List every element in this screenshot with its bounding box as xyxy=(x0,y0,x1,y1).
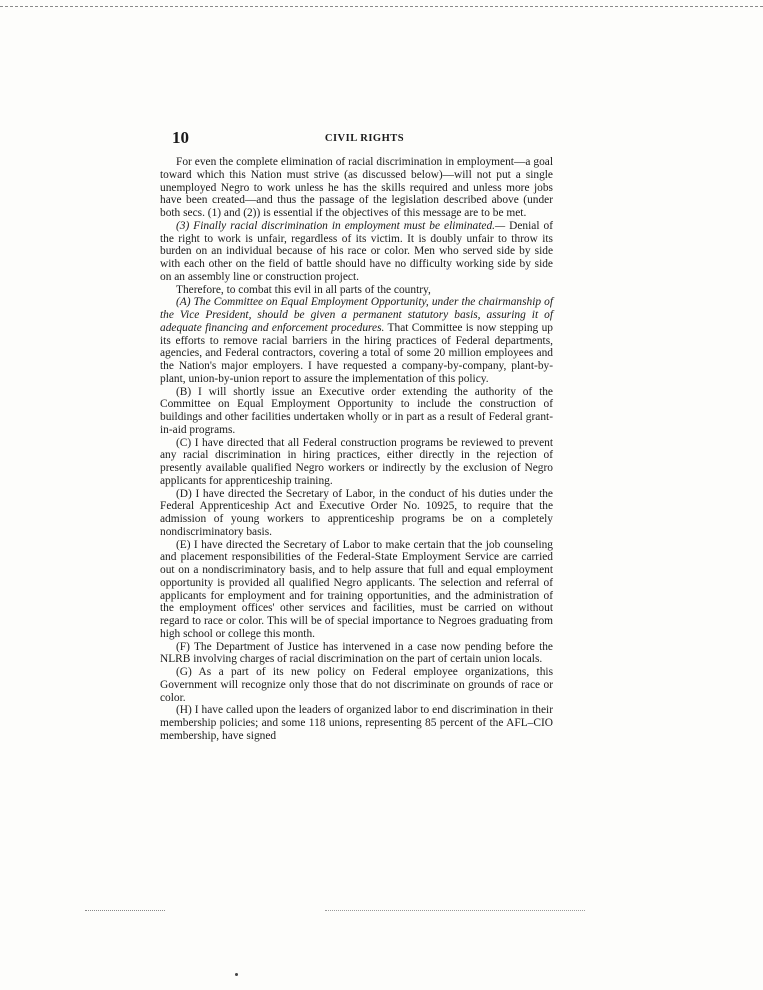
document-body xyxy=(160,156,553,743)
paragraph-4 xyxy=(160,296,553,385)
scan-artifact-right xyxy=(325,910,585,911)
paragraph-10: (G) As a part of its new policy on Federal employee organizations, this Government will recognize only those that do not discriminate on grounds of race or color. xyxy=(160,666,553,704)
paragraph-6: (C) I have directed that all Federal construction programs be reviewed to prevent any racial discrimination in hiring practices, either directly in the rejection of presently available qualified Negro workers or indirectly by the exclusion of Negro applicants for apprenticeship training. xyxy=(160,436,553,487)
page-header xyxy=(172,128,557,150)
paragraph-7: (D) I have directed the Secretary of Labor, in the conduct of his duties under the Federal Apprenticeship Act and Executive Order No. 10925, to require that the admission of young workers to apprenticeship programs be on a completely nondiscriminatory basis. xyxy=(160,487,553,538)
paragraph-9: (F) The Department of Justice has intervened in a case now pending before the NLRB involving charges of racial discrimination on the part of certain union locals. xyxy=(160,640,553,666)
item-a-lead: (A) The Committee on Equal Employment Opportunity, under the chairmanship of the Vice President, should be given a permanent statutory basis, assuring it of adequate financing and enforcement procedures. xyxy=(160,296,553,334)
page-number: 10 xyxy=(172,128,189,147)
section-heading-3: (3) Finally racial discrimination in employment must be eliminated.— xyxy=(176,219,506,232)
paragraph-3: Therefore, to combat this evil in all parts of the country, xyxy=(176,283,431,296)
scan-top-edge xyxy=(0,6,763,7)
scan-speck xyxy=(235,973,238,976)
running-title: CIVIL RIGHTS xyxy=(324,133,405,144)
paragraph-11: (H) I have called upon the leaders of organized labor to end discrimination in their membership policies; and some 118 unions, representing 85 percent of the AFL–CIO membership, have signed xyxy=(160,704,553,742)
paragraph-8: (E) I have directed the Secretary of Labor to make certain that the job counseling and placement responsibilities of the Federal-State Employment Service are carried out on a nondiscriminatory basis, and to help assure that full and equal employment opportunity is provided all qualified Negro applicants. The selection and referral of applicants for employment and for training opportunities, and the administration of the employment offices' other services and facilities, must be carried on without regard to race or color. This will be of special importance to Negroes graduating from high school or college this month. xyxy=(160,538,553,640)
paragraph-2-text: Denial of the right to work is unfair, regardless of its victim. It is doubly unfair to throw its burden on an individual because of his race or color. Men who served side by side with each other on the field of battle should have no difficulty working side by side on an assembly line or construction project. xyxy=(160,219,553,283)
paragraph-2 xyxy=(160,220,553,284)
paragraph-4-text: That Committee is now stepping up its efforts to remove racial barriers in the hiring practices of Federal departments, agencies, and Federal contractors, covering a total of some 20 million employees and the Nation's major employers. I have requested a company-by-company, plant-by-plant, union-by-union report to assure the implementation of this policy. xyxy=(160,321,553,385)
paragraph-1: For even the complete elimination of racial discrimination in employment—a goal toward which this Nation must strive (as discussed below)—will not put a single unemployed Negro to work unless he has the skills required and unless more jobs have been created—and thus the passage of the legislation described above (under both secs. (1) and (2)) is essential if the objectives of this message are to be met. xyxy=(160,156,553,219)
scan-artifact-left xyxy=(85,910,165,911)
paragraph-5: (B) I will shortly issue an Executive order extending the authority of the Committee on Equal Employment Opportunity to include the construction of buildings and other facilities undertaken wholly or in part as a result of Federal grant-in-aid programs. xyxy=(160,385,553,436)
